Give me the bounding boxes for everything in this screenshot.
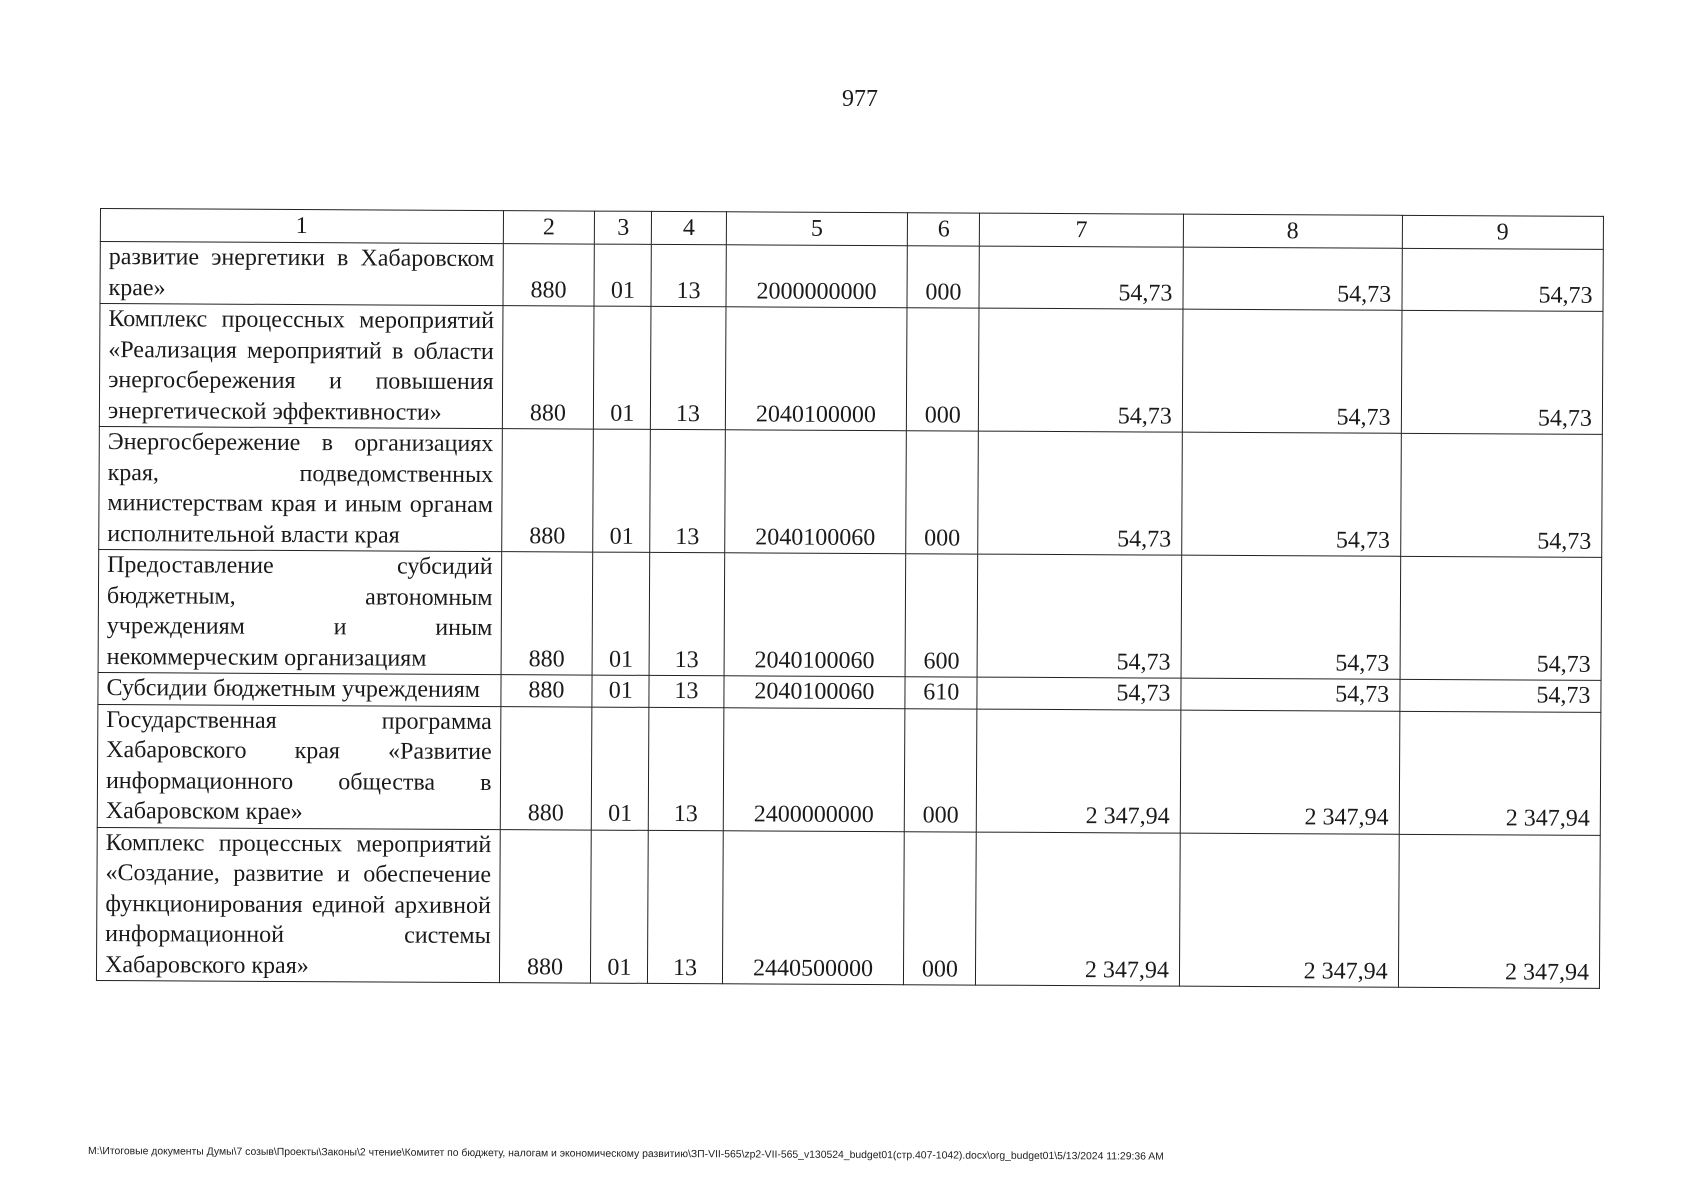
cell-col7: 2 347,94: [976, 832, 1180, 987]
table-row: [100, 242, 1603, 312]
cell-col4: 13: [648, 830, 723, 984]
cell-col7: 54,73: [979, 246, 1183, 309]
cell-col2: 880: [499, 829, 592, 983]
cell-col9: 54,73: [1400, 679, 1602, 712]
column-header: 5: [726, 212, 908, 246]
row-name: Субсидии бюджетным учреждениям: [98, 672, 501, 706]
cell-col3: 01: [592, 675, 649, 707]
footer-file-path: M:\Итоговые документы Думы\7 созыв\Проекты\Законы\2 чтение\Комитет по бюджету, налогам и экономическому развитию\ЗП-VII-565\zp2-VII-565_v130524_budget01(стр.407-1042).docx\org_budget01\5/13/2024 11:29:36 AM: [87, 1146, 1164, 1163]
cell-col3: 01: [591, 830, 649, 984]
table-row: [99, 426, 1603, 557]
cell-col8: 54,73: [1182, 432, 1401, 556]
column-header: 7: [980, 213, 1184, 247]
cell-col4: 13: [649, 552, 724, 675]
cell-col9: 54,73: [1400, 556, 1602, 680]
column-header: 8: [1183, 214, 1402, 248]
cell-col7: 2 347,94: [977, 709, 1181, 833]
column-header: 2: [503, 211, 595, 244]
cell-col5: 2040100000: [725, 307, 907, 431]
cell-col4: 13: [651, 306, 726, 429]
cell-col2: 880: [503, 244, 595, 306]
cell-col7: 54,73: [977, 677, 1181, 710]
cell-col6: 610: [905, 677, 977, 709]
cell-col8: 2 347,94: [1180, 710, 1399, 834]
column-header: 1: [100, 209, 503, 244]
cell-col5: 2040100060: [724, 430, 906, 554]
cell-col8: 54,73: [1181, 555, 1400, 679]
cell-col6: 000: [904, 708, 977, 831]
row-name: Государственная программа Хабаровского края «Развитие информационного общества в Хабаровском крае»: [97, 704, 500, 829]
table-row: [99, 304, 1603, 435]
cell-col7: 54,73: [977, 554, 1181, 678]
cell-col9: 2 347,94: [1398, 834, 1600, 989]
row-name: Энергосбережение в организациях края, подведомственных министерствам края и иным органам исполнительной власти края: [99, 426, 502, 551]
cell-col3: 01: [592, 552, 650, 675]
cell-col2: 880: [500, 675, 592, 707]
cell-col8: 54,73: [1181, 678, 1400, 711]
column-header: 3: [595, 211, 652, 244]
cell-col8: 54,73: [1183, 247, 1402, 310]
row-name: развитие энергетики в Хабаровском крае»: [100, 242, 503, 306]
row-name: Предоставление субсидий бюджетным, автономным учреждениям и иным некоммерческим организациям: [98, 549, 501, 674]
row-name: Комплекс процессных мероприятий «Реализация мероприятий в области энергосбережения и повышения энергетической эффективности»: [99, 304, 502, 429]
cell-col3: 01: [594, 306, 652, 429]
cell-col2: 880: [501, 429, 594, 552]
column-header: 4: [652, 211, 727, 244]
cell-col5: 2000000000: [726, 245, 908, 308]
cell-col9: 2 347,94: [1399, 711, 1601, 835]
cell-col6: 000: [907, 246, 980, 308]
cell-col4: 13: [649, 707, 724, 830]
cell-col8: 54,73: [1182, 309, 1401, 433]
cell-col3: 01: [592, 707, 650, 830]
cell-col6: 000: [904, 831, 977, 985]
cell-col8: 2 347,94: [1179, 833, 1399, 988]
cell-col6: 600: [905, 554, 978, 677]
cell-col2: 880: [500, 706, 593, 829]
cell-col4: 13: [649, 675, 724, 707]
cell-col5: 2040100060: [724, 553, 906, 677]
cell-col3: 01: [594, 244, 651, 306]
cell-col2: 880: [501, 552, 594, 675]
cell-col3: 01: [593, 429, 651, 552]
cell-col4: 13: [650, 429, 725, 552]
cell-col9: 54,73: [1402, 248, 1604, 311]
cell-col6: 000: [906, 431, 979, 554]
cell-col7: 54,73: [978, 431, 1182, 555]
cell-col5: 2040100060: [724, 676, 906, 708]
cell-col9: 54,73: [1401, 310, 1603, 434]
cell-col6: 000: [907, 308, 980, 431]
row-name: Комплекс процессных мероприятий «Создание, развитие и обеспечение функционирования единой архивной информационной системы Хабаровского края»: [96, 827, 499, 983]
table-row: [98, 549, 1602, 680]
cell-col2: 880: [502, 306, 595, 429]
table-row: [96, 827, 1600, 988]
cell-col5: 2400000000: [723, 707, 905, 831]
column-header: 9: [1402, 215, 1604, 249]
column-header: 6: [908, 213, 980, 246]
page-number: 977: [842, 86, 878, 112]
cell-col9: 54,73: [1400, 433, 1602, 557]
cell-col4: 13: [651, 244, 726, 306]
cell-col5: 2440500000: [722, 830, 904, 984]
cell-col7: 54,73: [979, 308, 1183, 432]
budget-table: [96, 208, 1604, 989]
table-row: [97, 704, 1601, 835]
